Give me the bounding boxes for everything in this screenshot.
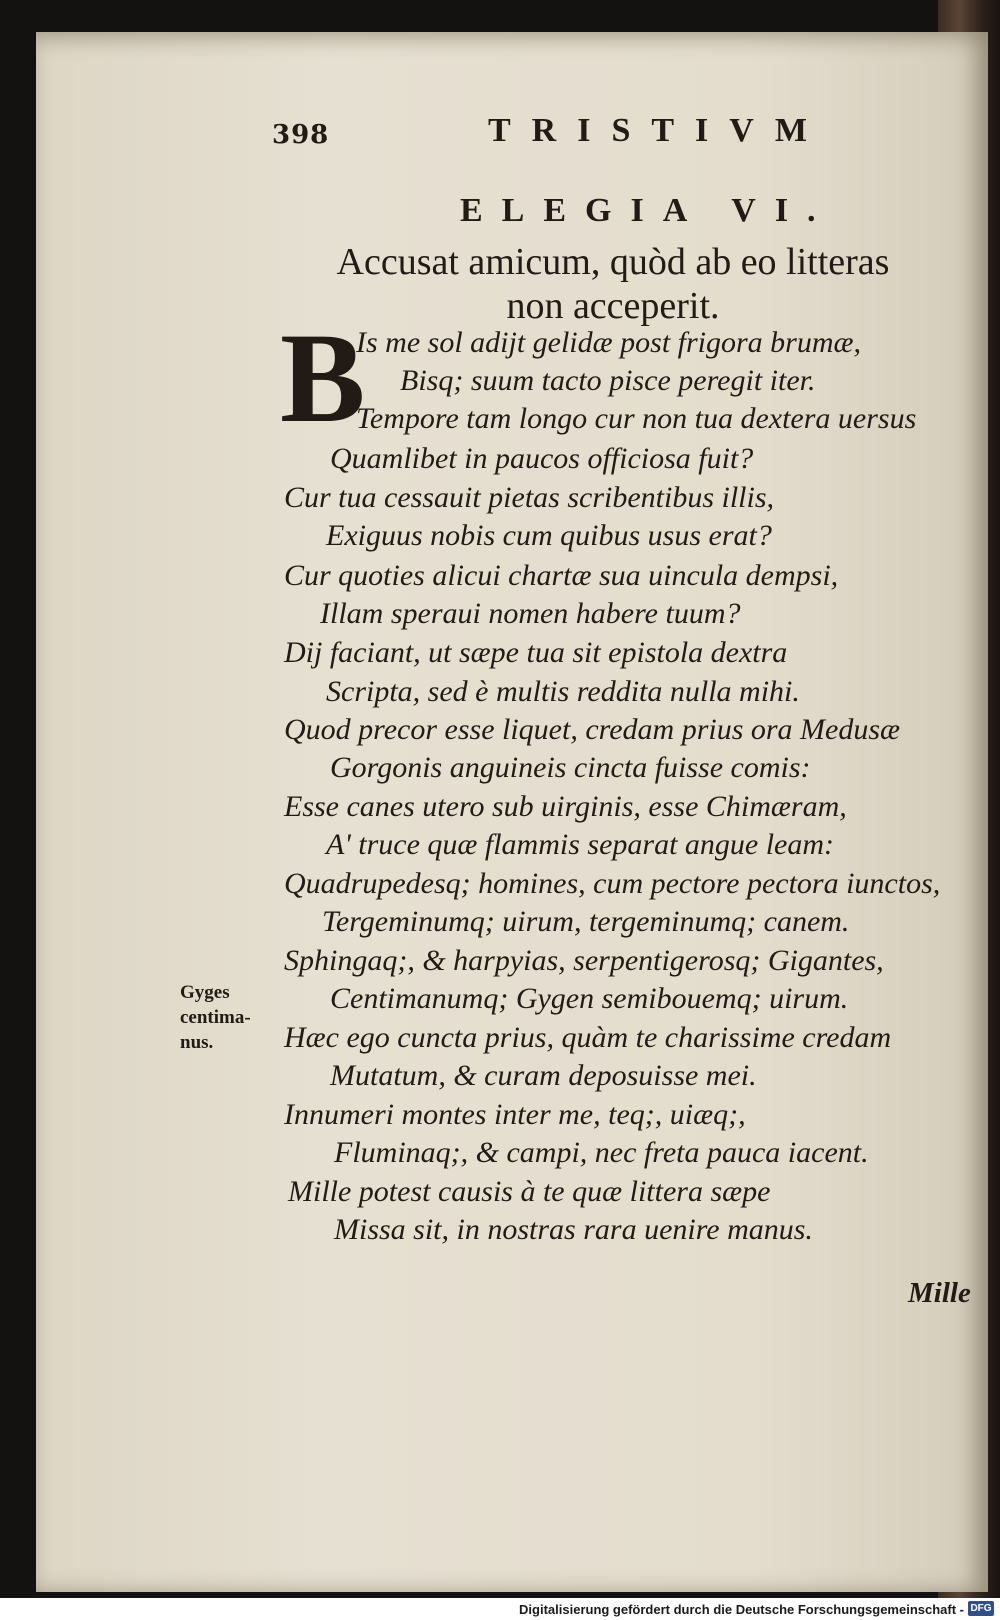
verse-line: Quamlibet in paucos officiosa fuit? — [330, 442, 754, 475]
verse-line: Mutatum, & curam deposuisse mei. — [330, 1059, 757, 1092]
marginal-note-line: centima- — [180, 1007, 251, 1028]
verse-line: Sphingaq;, & harpyias, serpentigerosq; Gigantes, — [284, 944, 884, 977]
verse-line: Mille potest causis à te quæ littera sæpe — [288, 1175, 771, 1208]
verse-line: Tempore tam longo cur non tua dextera uersus — [356, 402, 917, 435]
verse-line: Tergeminumq; uirum, tergeminumq; canem. — [322, 905, 850, 938]
verse-line: Dij faciant, ut sæpe tua sit epistola dextra — [284, 636, 788, 669]
marginal-note-line: nus. — [180, 1032, 214, 1053]
dfg-logo-icon: DFG — [968, 1601, 994, 1616]
argument-line-1: Accusat amicum, quòd ab eo litteras — [336, 241, 890, 283]
verse-line: Cur tua cessauit pietas scribentibus illis, — [284, 481, 775, 514]
verse-line: Fluminaq;, & campi, nec freta pauca iacent. — [334, 1136, 869, 1169]
drop-cap-initial: B — [280, 307, 366, 449]
funding-credit: Digitalisierung gefördert durch die Deutsche Forschungsgemeinschaft - — [519, 1602, 964, 1617]
page-number: 398 — [272, 120, 330, 150]
catchword: Mille — [908, 1277, 971, 1309]
verse-line: Hæc ego cuncta prius, quàm te charissime credam — [284, 1021, 892, 1054]
marginal-note-line: Gyges — [180, 982, 230, 1003]
marginal-note — [180, 980, 251, 1055]
argument-line-2: non acceperit. — [506, 285, 720, 327]
verse-line: Gorgonis anguineis cincta fuisse comis: — [330, 751, 811, 784]
verse-line: Centimanumq; Gygen semibouemq; uirum. — [330, 982, 849, 1015]
verse-line: A' truce quæ flammis separat angue leam: — [326, 828, 835, 861]
verse-line: Innumeri montes inter me, teq;, uiæq;, — [284, 1098, 746, 1131]
verse-line: Illam speraui nomen habere tuum? — [320, 597, 741, 630]
verse-line: Bisq; suum tacto pisce peregit iter. — [400, 364, 816, 397]
running-head: TRISTIVM — [488, 112, 828, 149]
elegy-heading: ELEGIA VI. — [460, 192, 835, 229]
verse-line: Scripta, sed è multis reddita nulla mihi. — [326, 675, 800, 708]
verse-line: Cur quoties alicui chartæ sua uincula dempsi, — [284, 559, 839, 592]
verse-line: Quadrupedesq; homines, cum pectore pectora iunctos, — [284, 867, 941, 900]
verse-line: Esse canes utero sub uirginis, esse Chimæram, — [284, 790, 847, 823]
verse-line: Exiguus nobis cum quibus usus erat? — [326, 519, 772, 552]
verse-line: Is me sol adijt gelidæ post frigora brumæ, — [356, 326, 862, 359]
verse-line: Quod precor esse liquet, credam prius ora Medusæ — [284, 713, 901, 746]
verse-line: Missa sit, in nostras rara uenire manus. — [334, 1213, 813, 1246]
